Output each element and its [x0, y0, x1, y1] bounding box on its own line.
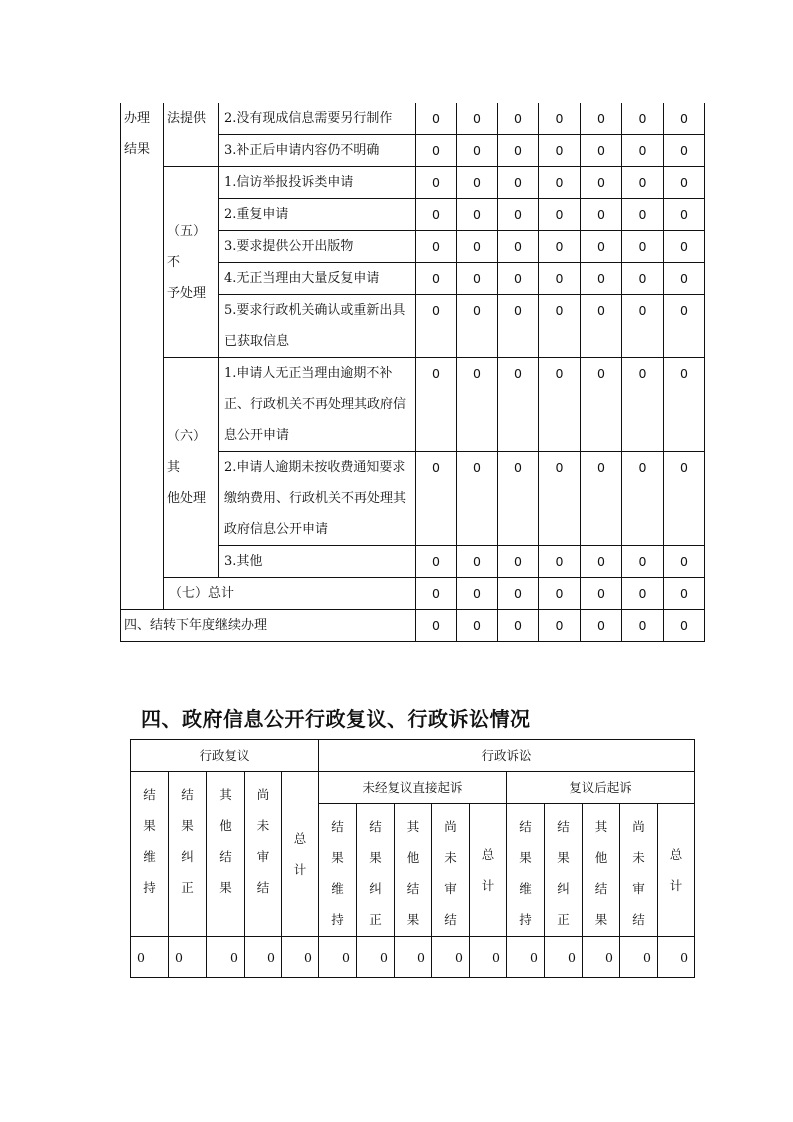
- text-line: 结果: [124, 142, 151, 157]
- row-group-label-result: [121, 103, 164, 610]
- item-label: 4.无正当理由大量反复申请: [219, 263, 416, 295]
- column-header: [207, 772, 245, 937]
- value-cell: 0: [457, 167, 498, 199]
- text-line: 2.申请人逾期未按收费通知要求: [224, 460, 406, 475]
- value-cell: 0: [457, 135, 498, 167]
- value-cell: 0: [498, 295, 539, 358]
- value-cell: 0: [539, 103, 581, 135]
- value-cell: 0: [457, 358, 498, 452]
- header-char: 果: [406, 912, 420, 927]
- header-char: 果: [557, 850, 570, 865]
- header-char: 果: [594, 912, 608, 927]
- header-admin-review: 行政复议: [131, 740, 319, 772]
- header-char: 结: [143, 787, 156, 802]
- value-cell: 0: [539, 295, 581, 358]
- header-char: 未: [256, 818, 270, 833]
- review-litigation-table: [130, 739, 695, 978]
- header-char: 果: [181, 818, 194, 833]
- text-line: 息公开申请: [224, 428, 290, 443]
- header-char: 其: [594, 819, 608, 834]
- header-admin-litigation: 行政诉讼: [319, 740, 695, 772]
- header-char: 果: [519, 850, 532, 865]
- header-direct-suit: 未经复议直接起诉: [319, 772, 507, 804]
- value-cell: 0: [498, 263, 539, 295]
- value-cell: 0: [581, 231, 622, 263]
- row-subgroup-label: [164, 103, 219, 167]
- text-line: （五）不: [167, 223, 207, 270]
- header-char: 其: [406, 819, 420, 834]
- value-cell: 0: [416, 103, 457, 135]
- value-cell: 0: [622, 358, 664, 452]
- disposal-results-table: [120, 103, 705, 642]
- value-cell: 0: [498, 546, 539, 578]
- value-cell: 0: [457, 610, 498, 642]
- header-char: 结: [406, 881, 420, 896]
- value-cell: 0: [539, 199, 581, 231]
- value-cell: 0: [498, 452, 539, 546]
- column-header: [470, 804, 507, 937]
- column-header: [319, 804, 357, 937]
- text-line: （六）其: [167, 429, 207, 475]
- header-char: 其: [219, 787, 232, 802]
- value-cell: 0: [457, 546, 498, 578]
- header-char: 持: [331, 912, 344, 927]
- header-char: 维: [519, 881, 532, 896]
- column-header: [169, 772, 207, 937]
- value-cell: 0: [664, 295, 705, 358]
- value-cell: 0: [131, 937, 169, 978]
- value-cell: 0: [622, 231, 664, 263]
- header-char: 果: [219, 880, 232, 895]
- value-cell: 0: [664, 610, 705, 642]
- value-cell: 0: [620, 937, 658, 978]
- value-cell: 0: [581, 263, 622, 295]
- value-cell: 0: [470, 937, 507, 978]
- header-suit-after-review: 复议后起诉: [507, 772, 695, 804]
- item-label: 1.信访举报投诉类申请: [219, 167, 416, 199]
- value-cell: 0: [658, 937, 695, 978]
- carryover-label: 四、结转下年度继续办理: [121, 610, 416, 642]
- value-cell: 0: [416, 295, 457, 358]
- text-line: 办理: [124, 111, 151, 126]
- table-row: [121, 358, 705, 452]
- value-cell: 0: [245, 937, 282, 978]
- value-cell: 0: [498, 103, 539, 135]
- value-cell: 0: [539, 358, 581, 452]
- value-cell: 0: [664, 167, 705, 199]
- value-cell: 0: [432, 937, 470, 978]
- header-char: 果: [331, 850, 344, 865]
- header-char: 结: [331, 819, 344, 834]
- item-label: 3.补正后申请内容仍不明确: [219, 135, 416, 167]
- value-cell: 0: [539, 167, 581, 199]
- value-cell: 0: [416, 452, 457, 546]
- header-char: 未: [444, 850, 457, 865]
- value-cell: 0: [539, 610, 581, 642]
- text-line: 5.要求行政机关确认或重新出具: [224, 303, 406, 318]
- value-cell: 0: [416, 578, 457, 610]
- table-row: [121, 167, 705, 199]
- value-cell: 0: [581, 103, 622, 135]
- header-char: 结: [557, 819, 570, 834]
- item-label: 3.要求提供公开出版物: [219, 231, 416, 263]
- value-cell: 0: [664, 231, 705, 263]
- header-char: 结: [181, 787, 194, 802]
- value-cell: 0: [664, 358, 705, 452]
- header-char: 纠: [369, 881, 382, 896]
- value-cell: 0: [664, 199, 705, 231]
- header-char: 结: [369, 819, 382, 834]
- value-cell: 0: [457, 263, 498, 295]
- header-char: 果: [143, 818, 156, 833]
- value-cell: 0: [545, 937, 583, 978]
- column-header: [545, 804, 583, 937]
- value-cell: 0: [498, 231, 539, 263]
- row-subgroup-label: [164, 167, 219, 358]
- value-cell: 0: [207, 937, 245, 978]
- header-char: 计: [481, 878, 495, 893]
- column-header: [395, 804, 432, 937]
- header-char: 尚: [444, 819, 457, 834]
- value-cell: 0: [169, 937, 207, 978]
- value-cell: 0: [539, 263, 581, 295]
- value-cell: 0: [581, 546, 622, 578]
- header-char: 审: [444, 881, 457, 896]
- value-cell: 0: [664, 103, 705, 135]
- value-cell: 0: [664, 263, 705, 295]
- item-label: [219, 452, 416, 546]
- value-cell: 0: [539, 578, 581, 610]
- header-char: 他: [594, 850, 608, 865]
- header-char: 审: [256, 849, 270, 864]
- column-header: [507, 804, 545, 937]
- header-char: 纠: [181, 849, 194, 864]
- value-cell: 0: [282, 937, 319, 978]
- value-cell: 0: [416, 263, 457, 295]
- value-cell: 0: [416, 135, 457, 167]
- header-char: 结: [519, 819, 532, 834]
- header-char: 计: [293, 862, 307, 877]
- header-char: 总: [481, 847, 495, 862]
- header-char: 尚: [632, 819, 645, 834]
- value-cell: 0: [622, 452, 664, 546]
- value-cell: 0: [498, 199, 539, 231]
- value-cell: 0: [498, 358, 539, 452]
- value-cell: 0: [622, 610, 664, 642]
- header-char: 果: [369, 850, 382, 865]
- text-line: 已获取信息: [224, 334, 290, 349]
- value-cell: 0: [457, 103, 498, 135]
- value-cell: 0: [539, 452, 581, 546]
- header-char: 结: [632, 912, 645, 927]
- value-cell: 0: [622, 135, 664, 167]
- value-cell: 0: [498, 610, 539, 642]
- header-char: 他: [219, 818, 232, 833]
- column-header: [432, 804, 470, 937]
- value-cell: 0: [416, 546, 457, 578]
- header-char: 正: [369, 912, 382, 927]
- value-cell: 0: [581, 358, 622, 452]
- value-cell: 0: [581, 199, 622, 231]
- value-cell: 0: [581, 578, 622, 610]
- header-char: 他: [406, 850, 420, 865]
- value-cell: 0: [457, 452, 498, 546]
- column-header: [282, 772, 319, 937]
- value-cell: 0: [498, 135, 539, 167]
- item-label: [219, 358, 416, 452]
- column-header: [620, 804, 658, 937]
- item-label: 3.其他: [219, 546, 416, 578]
- column-header: [245, 772, 282, 937]
- value-cell: 0: [498, 167, 539, 199]
- text-line: 予处理: [167, 285, 207, 301]
- header-char: 结: [256, 880, 270, 895]
- header-char: 结: [594, 881, 608, 896]
- value-cell: 0: [583, 937, 620, 978]
- value-cell: 0: [664, 546, 705, 578]
- value-cell: 0: [581, 295, 622, 358]
- row-subgroup-label: [164, 358, 219, 578]
- value-cell: 0: [622, 578, 664, 610]
- value-cell: 0: [457, 231, 498, 263]
- text-line: 1.申请人无正当理由逾期不补: [224, 366, 393, 381]
- section-title: 四、政府信息公开行政复议、行政诉讼情况: [141, 707, 531, 731]
- values-row: [131, 937, 695, 978]
- total-row: [121, 578, 705, 610]
- value-cell: 0: [319, 937, 357, 978]
- value-cell: 0: [622, 263, 664, 295]
- column-header: [583, 804, 620, 937]
- value-cell: 0: [581, 610, 622, 642]
- total-label: （七）总计: [164, 578, 416, 610]
- value-cell: 0: [539, 231, 581, 263]
- header-char: 尚: [256, 787, 270, 802]
- header-char: 审: [632, 881, 645, 896]
- header-char: 总: [669, 847, 683, 862]
- column-header: [131, 772, 169, 937]
- header-char: 正: [181, 880, 194, 895]
- value-cell: 0: [664, 135, 705, 167]
- value-cell: 0: [457, 199, 498, 231]
- column-header: [357, 804, 395, 937]
- value-cell: 0: [457, 578, 498, 610]
- value-cell: 0: [622, 199, 664, 231]
- header-char: 计: [669, 878, 683, 893]
- value-cell: 0: [416, 199, 457, 231]
- item-label: [219, 295, 416, 358]
- header-char: 结: [444, 912, 457, 927]
- value-cell: 0: [416, 167, 457, 199]
- value-cell: 0: [622, 546, 664, 578]
- value-cell: 0: [622, 167, 664, 199]
- value-cell: 0: [664, 452, 705, 546]
- text-line: 正、行政机关不再处理其政府信: [224, 397, 407, 412]
- header-char: 结: [219, 849, 232, 864]
- value-cell: 0: [395, 937, 432, 978]
- value-cell: 0: [581, 135, 622, 167]
- column-header: [658, 804, 695, 937]
- header-char: 持: [143, 880, 156, 895]
- header-char: 未: [632, 850, 645, 865]
- value-cell: 0: [416, 358, 457, 452]
- header-char: 维: [331, 881, 344, 896]
- value-cell: 0: [539, 546, 581, 578]
- text-line: 法提供: [167, 111, 207, 126]
- value-cell: 0: [581, 452, 622, 546]
- text-line: 政府信息公开申请: [224, 522, 329, 537]
- carryover-row: [121, 610, 705, 642]
- header-row: [131, 772, 695, 804]
- value-cell: 0: [622, 295, 664, 358]
- header-char: 持: [519, 912, 532, 927]
- value-cell: 0: [357, 937, 395, 978]
- value-cell: 0: [539, 135, 581, 167]
- value-cell: 0: [622, 103, 664, 135]
- value-cell: 0: [416, 231, 457, 263]
- header-char: 纠: [557, 881, 570, 896]
- table-row: [121, 103, 705, 135]
- value-cell: 0: [498, 578, 539, 610]
- text-line: 他处理: [167, 491, 207, 506]
- value-cell: 0: [416, 610, 457, 642]
- value-cell: 0: [581, 167, 622, 199]
- header-char: 维: [143, 849, 156, 864]
- text-line: 缴纳费用、行政机关不再处理其: [224, 491, 407, 506]
- header-char: 正: [557, 912, 570, 927]
- item-label: 2.重复申请: [219, 199, 416, 231]
- value-cell: 0: [457, 295, 498, 358]
- header-char: 总: [293, 831, 307, 846]
- value-cell: 0: [664, 578, 705, 610]
- item-label: 2.没有现成信息需要另行制作: [219, 103, 416, 135]
- value-cell: 0: [507, 937, 545, 978]
